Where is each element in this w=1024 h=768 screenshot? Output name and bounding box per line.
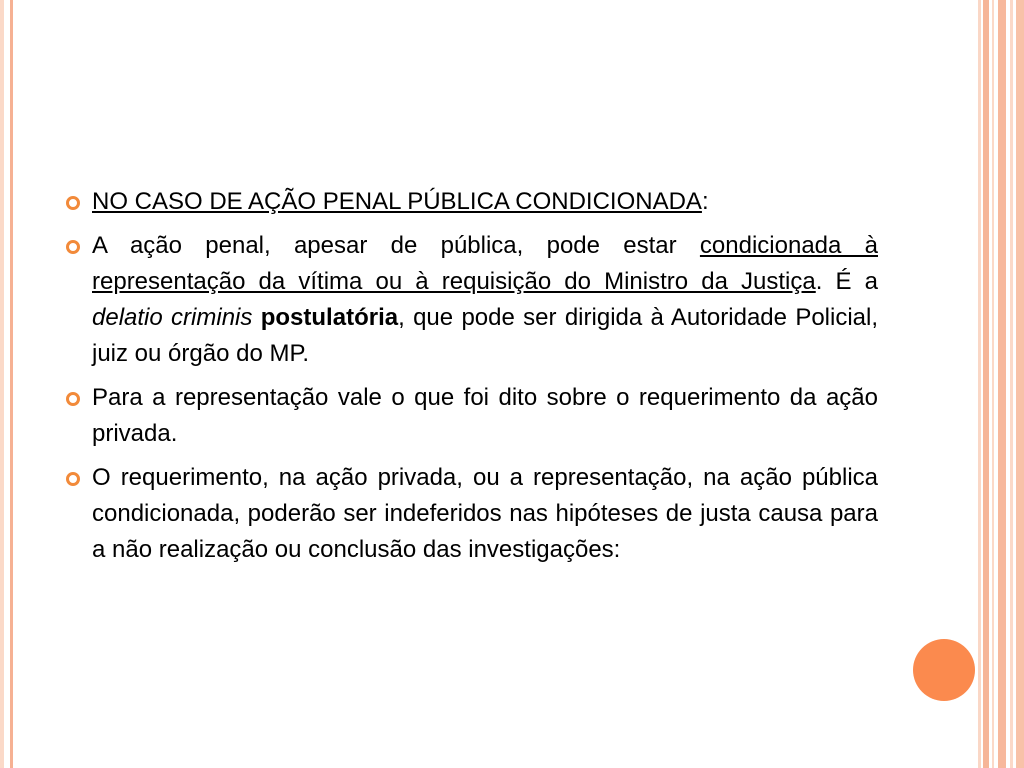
ring-bullet-icon [66, 392, 80, 406]
left-frame-decoration [0, 0, 4, 768]
right-stripe [978, 0, 981, 768]
right-stripe [983, 0, 989, 768]
right-stripe [992, 0, 994, 768]
bullet-text: A ação penal, apesar de pública, pode estar [92, 232, 700, 259]
bullet-space [252, 304, 260, 331]
circle-decoration [913, 639, 975, 701]
ring-bullet-icon [66, 240, 80, 254]
bullet-italic-text: delatio criminis [92, 304, 253, 331]
bullet-bold-text: postulatória [260, 304, 399, 331]
bullet-item [66, 460, 878, 568]
right-stripe [1010, 0, 1013, 768]
bullet-item [66, 228, 878, 372]
bullet-text: . É a [815, 268, 879, 295]
bullet-heading: NO CASO DE AÇÃO PENAL PÚBLICA CONDICIONADA [92, 188, 702, 215]
right-stripe [1016, 0, 1024, 768]
bullet-item [66, 380, 878, 452]
bullet-underlined-text: condicionada à representação da vítima ou à requisição do Ministro da Justiça [92, 232, 878, 295]
bullet-text: Para a representação vale o que foi dito sobre o requerimento da ação privada. [92, 384, 878, 447]
right-stripe [998, 0, 1006, 768]
bullet-text: O requerimento, na ação privada, ou a representação, na ação pública condicionada, poderão ser indeferidos nas hipóteses de justa causa para a não realização ou conclusão das investigações: [92, 464, 878, 563]
bullet-heading-suffix: : [701, 188, 709, 215]
left-frame-line [10, 0, 13, 768]
ring-bullet-icon [66, 472, 80, 486]
bullet-item [66, 184, 878, 220]
bullet-text: , que pode ser dirigida à Autoridade Policial, juiz ou órgão do MP. [92, 304, 879, 367]
ring-bullet-icon [66, 196, 80, 210]
slide-body [66, 184, 878, 576]
